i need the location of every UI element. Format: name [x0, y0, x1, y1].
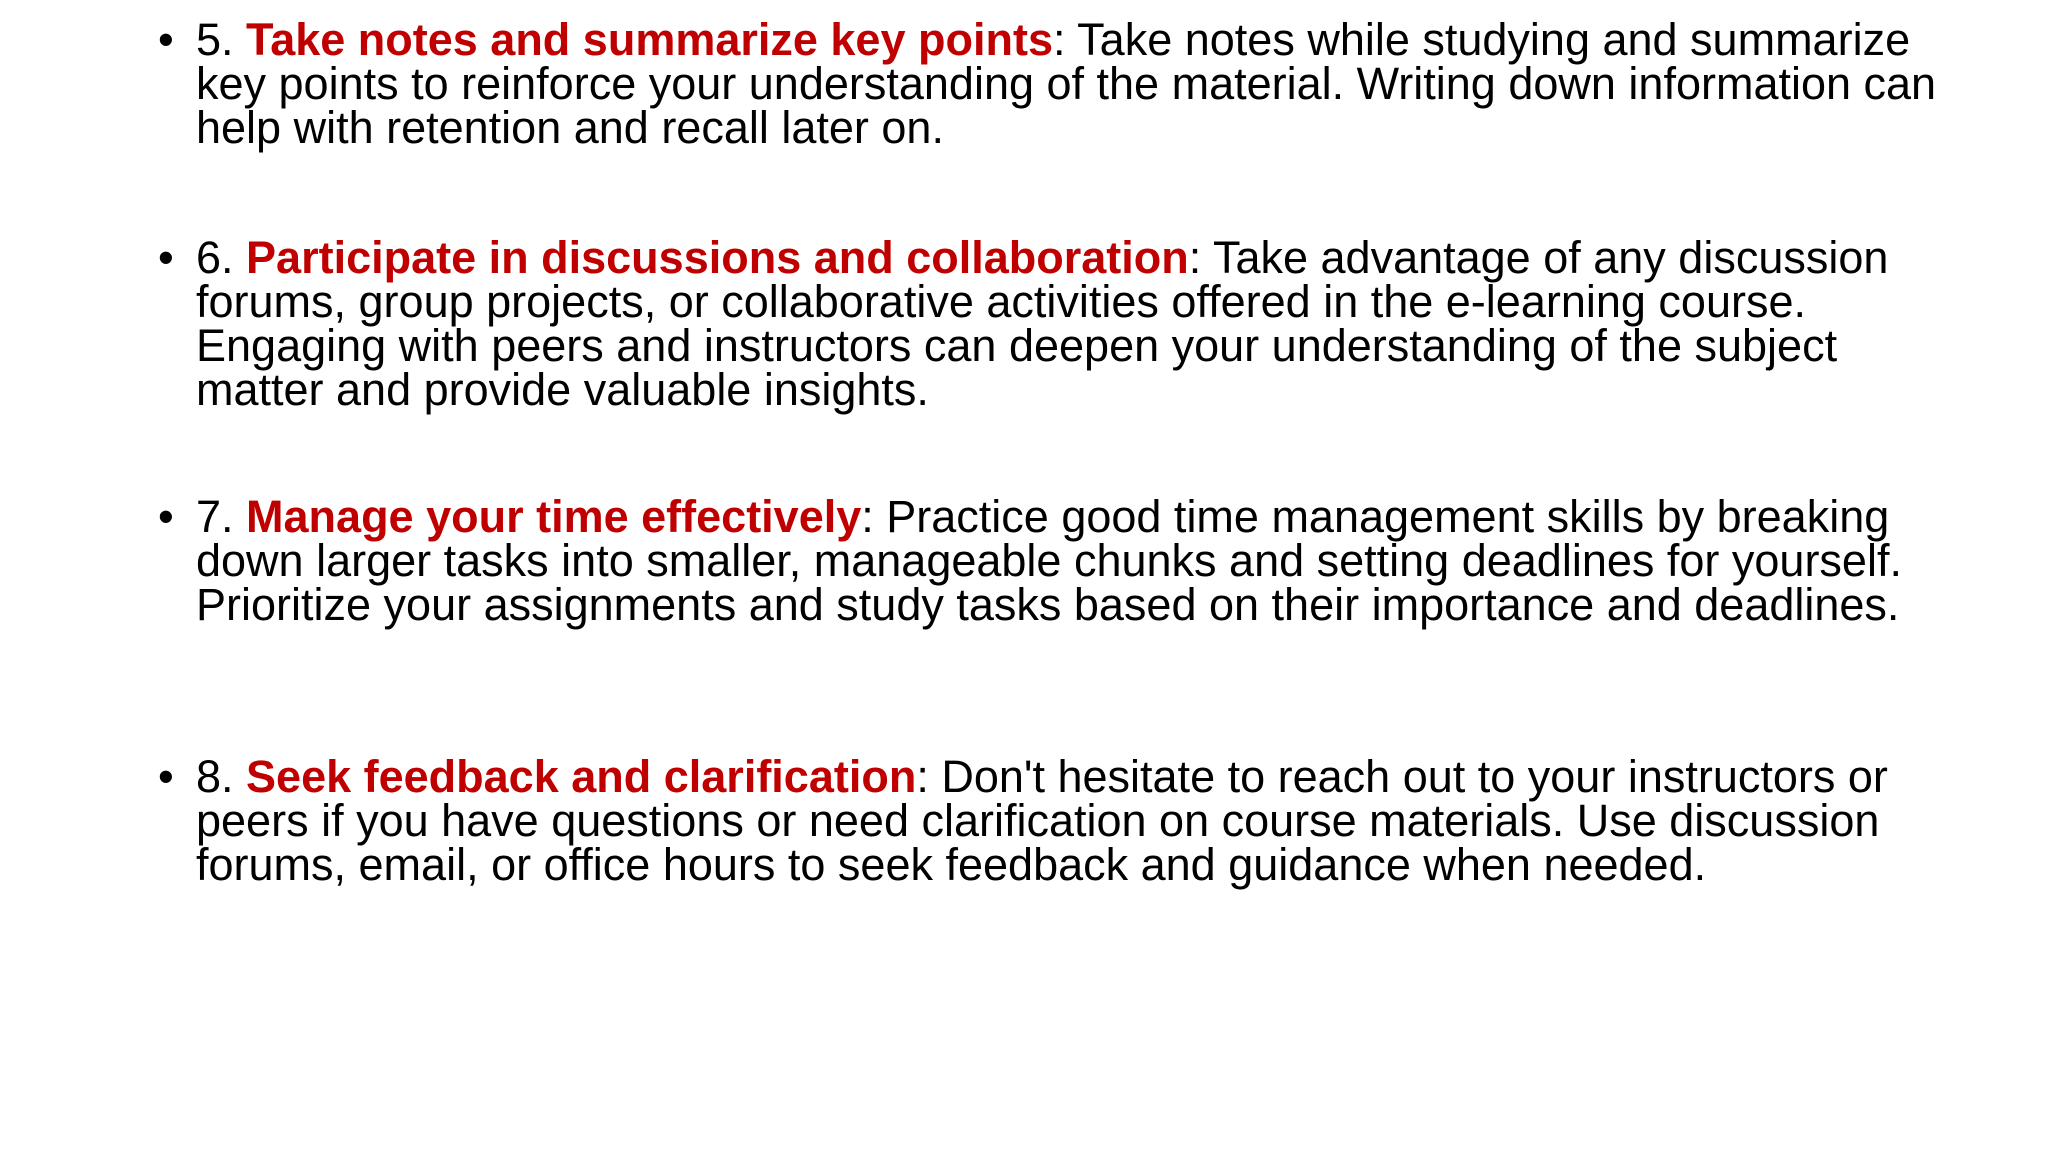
item-heading: Seek feedback and clarification [246, 751, 917, 802]
list-item-body [196, 232, 1948, 415]
item-number: 8. [196, 751, 247, 802]
item-text: : Practice good time management skills by breaking down larger tasks into smaller, manageable chunks and setting deadlines for yourself. Prioritize your assignments and study tasks based on their importance and deadlines. [196, 491, 1902, 630]
item-text: : Don't hesitate to reach out to your instructors or peers if you have questions or need clarification on course materials. Use discussion forums, email, or office hours to seek feedback and guidance when needed. [196, 751, 1888, 890]
list-item [158, 14, 1948, 153]
item-heading: Manage your time effectively [246, 491, 862, 542]
item-heading: Take notes and summarize key points [246, 14, 1053, 65]
item-heading: Participate in discussions and collaboration [246, 232, 1189, 283]
item-number: 6. [196, 232, 247, 283]
list-item [158, 491, 1948, 630]
list-item-body [196, 491, 1948, 630]
list-item-body [196, 14, 1948, 153]
item-text: : Take advantage of any discussion forums, group projects, or collaborative activities offered in the e-learning course. Engaging with peers and instructors can deepen your understanding of the subject matter and provide valuable insights. [196, 232, 1889, 415]
item-number: 5. [196, 14, 247, 65]
list-item [158, 751, 1948, 890]
item-text: : Take notes while studying and summarize key points to reinforce your understanding of the material. Writing down information can help with retention and recall later on. [196, 14, 1937, 153]
bullet-icon: • [158, 751, 174, 802]
bullet-icon: • [158, 491, 174, 542]
list-item-body [196, 751, 1948, 890]
list-item [158, 232, 1948, 415]
bullet-icon: • [158, 232, 174, 283]
bullet-icon: • [158, 14, 174, 65]
item-number: 7. [196, 491, 247, 542]
